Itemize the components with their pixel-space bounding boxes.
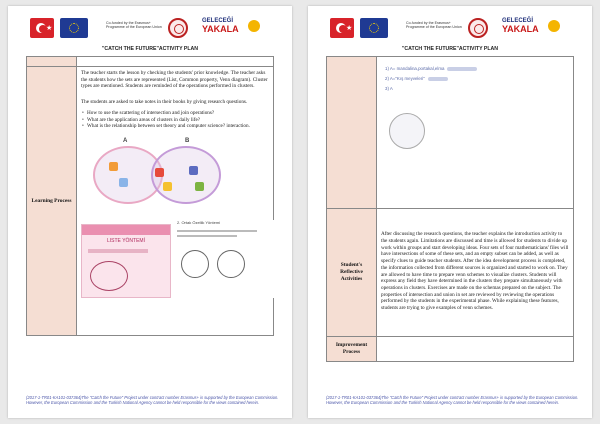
set-oval-icon [90, 261, 128, 291]
reflective-label: Student's Reflective Activities [327, 209, 377, 336]
intro-paragraph: The teacher starts the lesson by checking the students' prior knowledge. The teacher asks the students how the sets are represented (List, Common property, Venn diagram). Cluster types are mentioned. Students are reminded of the operations performed in clusters. [81, 70, 268, 90]
project-logo-line2: YAKALA [202, 24, 239, 34]
venn-label-a: A [123, 137, 128, 144]
venn-object-icon [189, 166, 198, 175]
set-circle-icon [181, 250, 209, 278]
venn-diagram-image [89, 138, 239, 208]
learning-process-content [77, 67, 273, 335]
notation-line: 3) A [385, 85, 393, 91]
common-property-slide [177, 220, 277, 298]
question-item: • What is the relationship between set theory and computer science? interaction. [81, 123, 269, 130]
footer-disclaimer: (2017-1-TR01-KA101-037364)The "Catch the Future" Project under contract number Erasmus+ is supported by the European Commission. However, the European Commission and the Turkish National Agency cannot be held responsible for the views contained herein. [326, 394, 579, 406]
document-page-left [8, 6, 292, 418]
research-questions [81, 110, 269, 130]
venn-object-icon [109, 162, 118, 171]
reflective-row [327, 209, 573, 337]
example-screenshots [81, 216, 269, 300]
page-title: "CATCH THE FUTURE"ACTIVITY PLAN [101, 46, 199, 52]
cofunded-text: Co-funded by the Erasmus+ Programme of the European Union [106, 21, 162, 30]
improvement-content [377, 337, 573, 361]
page-title: "CATCH THE FUTURE"ACTIVITY PLAN [401, 46, 499, 52]
project-logo-line1: GELECEĞİ [502, 18, 534, 24]
eu-flag-icon [360, 18, 388, 38]
list-method-caption: LISTE YÖNTEMİ [107, 237, 145, 244]
question-item: • How to use the scattering of intersection and join operations? [81, 110, 269, 117]
reflective-content [377, 209, 573, 336]
empty-label-cell [327, 57, 377, 208]
venn-object-icon [119, 178, 128, 187]
improvement-label: Improvement Process [327, 337, 377, 361]
table-row-top [27, 57, 273, 67]
header-logos [26, 18, 274, 40]
question-item: • What are the application areas of clusters in daily life? [81, 117, 269, 124]
venn-object-icon [195, 182, 204, 191]
common-property-heading: 2. Ortak Özellik Yöntemi [177, 219, 221, 225]
turkey-flag-icon: ★ [330, 18, 354, 38]
project-logo [502, 18, 572, 38]
research-paragraph: The students are asked to take notes in their books by giving research questions. [81, 99, 248, 106]
cofunded-text: Co-funded by the Erasmus+ Programme of the European Union [406, 21, 462, 30]
set-circle-icon [389, 113, 425, 149]
learning-process-row [27, 67, 273, 335]
sun-icon [248, 20, 260, 32]
venn-object-icon [163, 182, 172, 191]
learning-process-label: Learning Process [27, 67, 77, 335]
project-logo-line2: YAKALA [502, 24, 539, 34]
project-logo-line1: GELECEĞİ [202, 18, 234, 24]
school-seal-icon [468, 18, 488, 38]
empty-label-cell [27, 57, 77, 66]
set-circle-icon [217, 250, 245, 278]
reflective-paragraph: After discussing the research questions, the teacher explains the introduction activity to the students again. Limitations are discussed and time is allowed for students to divide up work within groups and start developing ideas. Four sets of four mathematicians' files will have intersections of some of these sets, and an empty subset can be added, as well as specify clues to guide teacher students. After the idea development process is completed, the information collected from different sources is organized and started to work on. They are allowed to have time to prepare venn schemes to visualize clusters. Students will express any field they have determined in the clusters they prepare simultaneously with operations in clusters. Exercises are made on the schemas prepared on the subject. The properties of intersection and union in set are reviewed by reviewing the operations performed by the students in the experimental phase. While explaining these features, students are trying to give examples of venn schemes. [381, 231, 569, 312]
project-logo [202, 18, 272, 38]
notation-line: 2) A="Kış meyveleri" [385, 74, 565, 84]
improvement-row [327, 337, 573, 361]
set-notation-image [377, 57, 573, 208]
eu-flag-icon [60, 18, 88, 38]
school-seal-icon [168, 18, 188, 38]
empty-content-cell [77, 57, 273, 66]
venn-sketch [385, 94, 565, 168]
document-page-right [308, 6, 592, 418]
venn-label-b: B [185, 137, 190, 144]
sun-icon [548, 20, 560, 32]
activity-table [326, 56, 574, 362]
header-logos [326, 18, 574, 40]
venn-object-icon [155, 168, 164, 177]
list-method-slide [81, 224, 171, 298]
notation-line: 1) A= mandalina,portakal,elma [385, 64, 565, 74]
turkey-flag-icon: ★ [30, 18, 54, 38]
activity-table [26, 56, 274, 336]
footer-disclaimer: (2017-1-TR01-KA101-037364)The "Catch the Future" Project under contract number Erasmus+ is supported by the European Commission. However, the European Commission and the Turkish National Agency cannot be held responsible for the views contained herein. [26, 394, 279, 406]
image-row [327, 57, 573, 209]
